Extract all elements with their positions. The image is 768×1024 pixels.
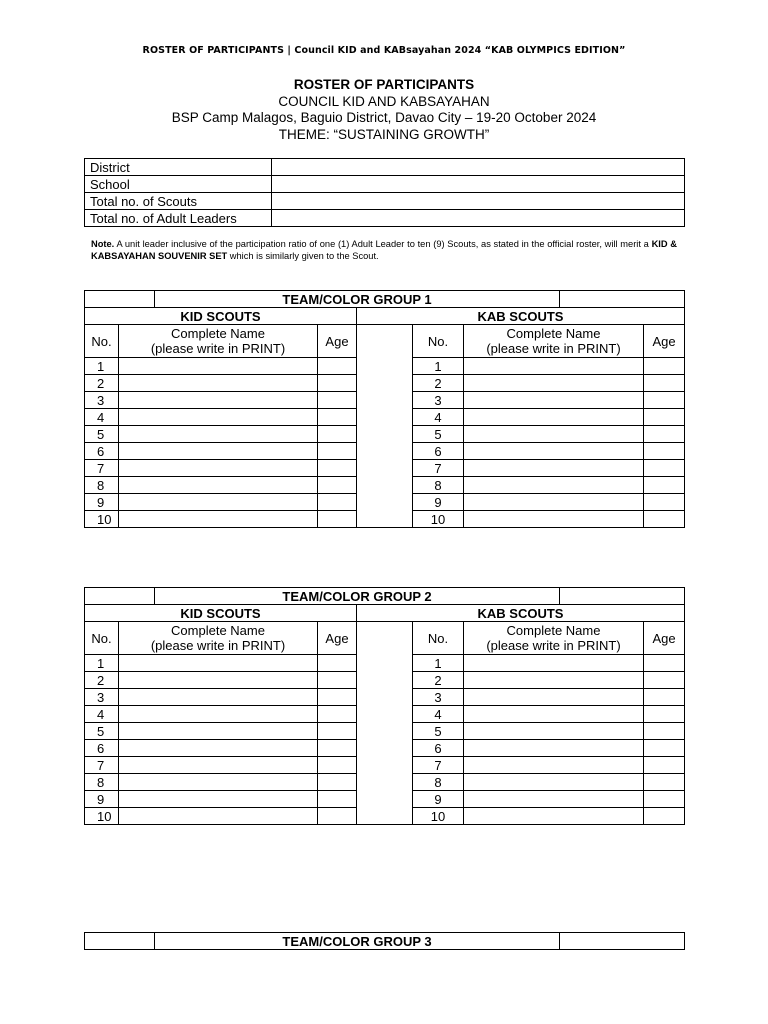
kab-age-field[interactable] [644,791,685,808]
info-value-field[interactable] [272,159,685,176]
kab-name-field[interactable] [464,443,644,460]
kid-row-number: 10 [85,808,119,825]
kab-age-field[interactable] [644,460,685,477]
kid-age-field[interactable] [318,740,357,757]
kid-name-field[interactable] [119,757,318,774]
kid-age-field[interactable] [318,443,357,460]
kab-name-field[interactable] [464,409,644,426]
kab-row-number: 3 [413,392,464,409]
kid-age-field[interactable] [318,494,357,511]
kid-no-header: No. [85,325,119,358]
note-text-end: which is similarly given to the Scout. [227,251,379,261]
kid-scouts-title: KID SCOUTS [85,605,357,622]
kab-scouts-title: KAB SCOUTS [357,605,685,622]
kid-name-field[interactable] [119,392,318,409]
kab-row-number: 6 [413,443,464,460]
kid-name-field[interactable] [119,740,318,757]
kid-age-field[interactable] [318,672,357,689]
kid-name-field[interactable] [119,460,318,477]
kid-row-number: 6 [85,443,119,460]
title-block [0,77,768,143]
name-header-line2: (please write in PRINT) [486,638,621,653]
kab-age-field[interactable] [644,358,685,375]
group-title: TEAM/COLOR GROUP 2 [155,588,560,605]
kab-row-number: 4 [413,409,464,426]
kid-age-field[interactable] [318,774,357,791]
kab-row-number: 10 [413,511,464,528]
kab-age-field[interactable] [644,706,685,723]
kab-row-number: 1 [413,655,464,672]
kid-age-field[interactable] [318,375,357,392]
event-venue-date: BSP Camp Malagos, Baguio District, Davao City – 19-20 October 2024 [171,110,597,125]
kid-name-field[interactable] [119,426,318,443]
name-header-line1: Complete Name [506,326,601,341]
kid-name-field[interactable] [119,477,318,494]
kab-scouts-title: KAB SCOUTS [357,308,685,325]
name-header-line1: Complete Name [171,326,265,341]
kid-name-field[interactable] [119,494,318,511]
kab-age-field[interactable] [644,409,685,426]
roster-body [85,325,685,528]
kab-age-field[interactable] [644,808,685,825]
kid-name-header [119,622,318,655]
kid-age-field[interactable] [318,808,357,825]
kid-age-field[interactable] [318,706,357,723]
kid-name-field[interactable] [119,655,318,672]
kab-age-field[interactable] [644,494,685,511]
kab-age-header: Age [644,325,685,358]
kab-name-field[interactable] [464,672,644,689]
kab-row-number: 8 [413,774,464,791]
kid-name-header [119,325,318,358]
kab-age-field[interactable] [644,426,685,443]
kab-row-number: 9 [413,494,464,511]
kab-name-field[interactable] [464,774,644,791]
kab-row-number: 1 [413,358,464,375]
kid-row-number: 4 [85,409,119,426]
kid-row-number: 1 [85,655,119,672]
kab-name-field[interactable] [464,375,644,392]
kid-scouts-title: KID SCOUTS [85,308,357,325]
kid-name-field[interactable] [119,706,318,723]
kid-age-field[interactable] [318,409,357,426]
note-bold-text: KID & KABSAYAHAN SOUVENIR SET [91,239,678,261]
kab-row-number: 5 [413,723,464,740]
kab-age-field[interactable] [644,689,685,706]
kid-name-field[interactable] [119,689,318,706]
kid-name-field[interactable] [119,672,318,689]
kab-name-field[interactable] [464,511,644,528]
kab-row-number: 2 [413,672,464,689]
kid-age-field[interactable] [318,723,357,740]
document-title: ROSTER OF PARTICIPANTS [293,77,475,92]
kab-row-number: 10 [413,808,464,825]
info-value-field[interactable] [272,210,685,227]
info-value-field[interactable] [272,176,685,193]
note-text: A unit leader inclusive of the participation ratio of one (1) Adult Leader to ten (9) Scouts, as stated in the official roster, will merit a [114,239,652,249]
kid-row-number: 9 [85,494,119,511]
event-theme: THEME: “SUSTAINING GROWTH” [278,126,490,142]
info-row-district [85,159,685,176]
kid-row-number: 3 [85,392,119,409]
kab-no-header: No. [413,622,464,655]
kab-name-field[interactable] [464,477,644,494]
section-title-row [85,308,685,325]
kab-age-field[interactable] [644,740,685,757]
kid-row-number: 1 [85,358,119,375]
kid-row-number: 6 [85,740,119,757]
name-header-line2: (please write in PRINT) [150,638,286,653]
info-label: School [85,176,272,193]
kab-row-number: 2 [413,375,464,392]
kid-name-field[interactable] [119,511,318,528]
kab-age-field[interactable] [644,375,685,392]
kid-row-number: 9 [85,791,119,808]
info-row-school [85,176,685,193]
kid-age-header: Age [318,325,357,358]
kid-age-field[interactable] [318,358,357,375]
kab-name-field[interactable] [464,655,644,672]
kab-name-field[interactable] [464,723,644,740]
kid-age-field[interactable] [318,655,357,672]
kid-age-header: Age [318,622,357,655]
note-label: Note. [91,239,115,249]
kab-name-field[interactable] [464,392,644,409]
kab-name-field[interactable] [464,426,644,443]
kid-row-number: 2 [85,375,119,392]
column-header-row [85,622,685,655]
group-title: TEAM/COLOR GROUP 1 [155,291,560,308]
kid-name-field[interactable] [119,443,318,460]
info-value-field[interactable] [272,193,685,210]
kid-name-field[interactable] [119,358,318,375]
kab-row-number: 8 [413,477,464,494]
column-header-row [85,325,685,358]
kab-age-field[interactable] [644,672,685,689]
name-header-line2: (please write in PRINT) [486,341,621,356]
note-paragraph [91,238,677,262]
group-divider-cell [357,622,413,825]
info-label: Total no. of Adult Leaders [85,210,272,227]
kab-age-field[interactable] [644,443,685,460]
info-row-total-scouts [85,193,685,210]
kid-name-field[interactable] [119,723,318,740]
kid-row-number: 7 [85,460,119,477]
info-row-total-adult-leaders [85,210,685,227]
roster-body [85,622,685,825]
name-header-line2: (please write in PRINT) [150,341,286,356]
kid-row-number: 2 [85,672,119,689]
kab-name-field[interactable] [464,494,644,511]
kid-row-number: 5 [85,723,119,740]
roster-group-1 [84,290,685,528]
group-title-row [85,588,685,605]
kab-age-field[interactable] [644,723,685,740]
group-title-row [85,291,685,308]
name-header-line1: Complete Name [506,623,601,638]
kab-name-field[interactable] [464,791,644,808]
kab-name-field[interactable] [464,808,644,825]
kid-row-number: 7 [85,757,119,774]
kab-row-number: 7 [413,757,464,774]
kab-name-header [464,622,644,655]
kid-age-field[interactable] [318,477,357,494]
kid-name-field[interactable] [119,375,318,392]
kid-row-number: 10 [85,511,119,528]
kid-row-number: 3 [85,689,119,706]
group-divider-cell [357,325,413,528]
kid-age-field[interactable] [318,460,357,477]
kid-name-field[interactable] [119,409,318,426]
kid-name-field[interactable] [119,774,318,791]
kab-age-field[interactable] [644,392,685,409]
kab-name-field[interactable] [464,740,644,757]
kid-age-field[interactable] [318,511,357,528]
kab-row-number: 5 [413,426,464,443]
kid-row-number: 8 [85,477,119,494]
kab-age-field[interactable] [644,774,685,791]
group-title: TEAM/COLOR GROUP 3 [155,933,560,950]
kid-name-field[interactable] [119,808,318,825]
kid-age-field[interactable] [318,426,357,443]
kab-name-field[interactable] [464,358,644,375]
kab-name-header [464,325,644,358]
event-name: COUNCIL KID AND KABSAYAHAN [278,93,490,109]
kab-name-field[interactable] [464,757,644,774]
kab-age-field[interactable] [644,655,685,672]
name-header-line1: Complete Name [171,623,265,638]
kid-age-field[interactable] [318,392,357,409]
kid-row-number: 4 [85,706,119,723]
kid-age-field[interactable] [318,757,357,774]
kab-row-number: 9 [413,791,464,808]
info-table [84,158,685,227]
roster-group-2 [84,587,685,825]
kab-no-header: No. [413,325,464,358]
kab-name-field[interactable] [464,706,644,723]
kab-row-number: 4 [413,706,464,723]
kid-age-field[interactable] [318,689,357,706]
kab-age-field[interactable] [644,477,685,494]
kid-name-field[interactable] [119,791,318,808]
kab-age-field[interactable] [644,511,685,528]
running-header: ROSTER OF PARTICIPANTS | Council KID and KABsayahan 2024 “KAB OLYMPICS EDITION” [142,45,626,56]
info-label: Total no. of Scouts [85,193,272,210]
section-title-row [85,605,685,622]
kid-row-number: 8 [85,774,119,791]
kab-age-field[interactable] [644,757,685,774]
kab-row-number: 6 [413,740,464,757]
group-title-row [85,933,685,950]
kab-name-field[interactable] [464,689,644,706]
kid-age-field[interactable] [318,791,357,808]
roster-group-3 [84,932,685,950]
kab-age-header: Age [644,622,685,655]
info-label: District [85,159,272,176]
kid-no-header: No. [85,622,119,655]
kid-row-number: 5 [85,426,119,443]
kab-name-field[interactable] [464,460,644,477]
kab-row-number: 7 [413,460,464,477]
kab-row-number: 3 [413,689,464,706]
